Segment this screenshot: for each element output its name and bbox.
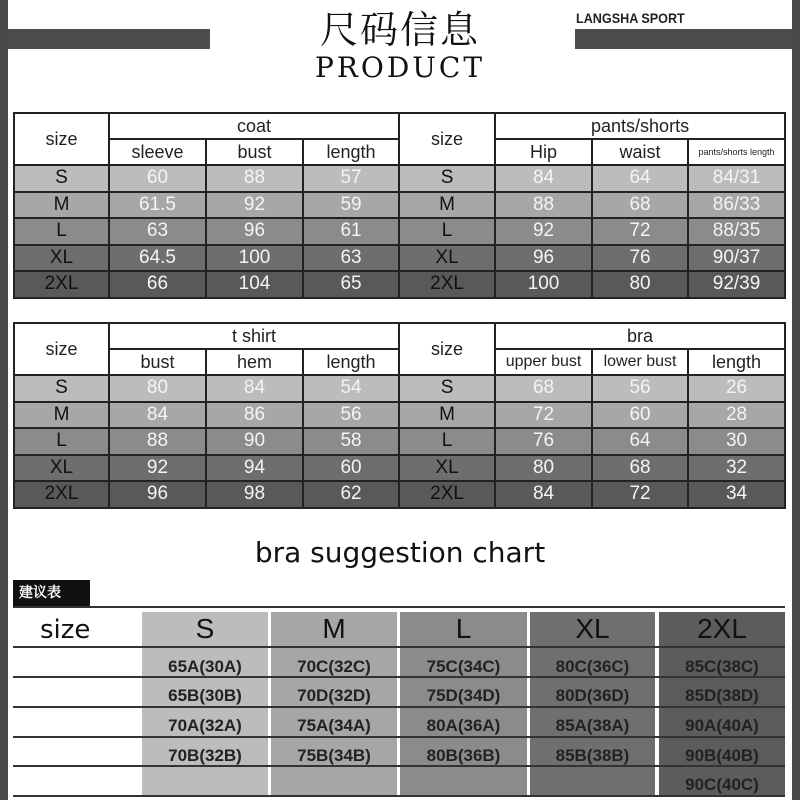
- decor-bar-right: [575, 29, 792, 49]
- cup-size-cell: 85A(38A): [555, 716, 630, 735]
- value-cell: 100: [206, 245, 303, 272]
- table-row: [14, 375, 785, 402]
- value-cell: 61.5: [109, 192, 206, 219]
- value-cell: 28: [688, 402, 785, 429]
- value-cell: 64: [592, 428, 688, 455]
- size-cell: XL: [399, 455, 495, 482]
- value-cell: 88: [495, 192, 592, 219]
- suggestion-column-2xl: [659, 612, 785, 795]
- value-cell: 94: [206, 455, 303, 482]
- size-cell: XL: [14, 245, 109, 272]
- value-cell: 32: [688, 455, 785, 482]
- suggestion-size: L: [455, 613, 472, 644]
- cup-size-cell: 70B(32B): [168, 746, 242, 765]
- suggestion-column-xl: [530, 612, 655, 795]
- value-cell: 92: [206, 192, 303, 219]
- value-cell: 54: [303, 375, 399, 402]
- size-cell: M: [399, 192, 495, 219]
- size-header: size: [14, 323, 109, 375]
- value-cell: 68: [592, 192, 688, 219]
- column-header: bust: [109, 349, 206, 375]
- size-cell: XL: [14, 455, 109, 482]
- table-row: [14, 428, 785, 455]
- cup-size-cell: 75A(34A): [297, 716, 371, 735]
- value-cell: 84: [495, 165, 592, 192]
- size-cell: S: [14, 375, 109, 402]
- value-cell: 88: [206, 165, 303, 192]
- column-header: sleeve: [109, 139, 206, 165]
- frame-right: [792, 0, 800, 800]
- table-row: [14, 402, 785, 429]
- column-header: waist: [592, 139, 688, 165]
- cup-size-cell: 90C(40C): [685, 775, 759, 794]
- table-row: [14, 165, 785, 192]
- column-header: length: [688, 349, 785, 375]
- value-cell: 72: [592, 218, 688, 245]
- size-cell: S: [399, 165, 495, 192]
- value-cell: 58: [303, 428, 399, 455]
- value-cell: 60: [592, 402, 688, 429]
- cup-size-cell: 70A(32A): [168, 716, 242, 735]
- size-cell: M: [399, 402, 495, 429]
- value-cell: 88/35: [688, 218, 785, 245]
- table-row: [14, 245, 785, 272]
- suggestion-title: bra suggestion chart: [254, 536, 546, 569]
- group-header: bra: [495, 323, 785, 349]
- cup-size-cell: 85B(38B): [555, 746, 630, 765]
- column-header: hem: [206, 349, 303, 375]
- value-cell: 59: [303, 192, 399, 219]
- table-row: [14, 271, 785, 298]
- value-cell: 62: [303, 481, 399, 508]
- value-cell: 61: [303, 218, 399, 245]
- value-cell: 98: [206, 481, 303, 508]
- suggestion-size: M: [322, 613, 346, 644]
- cup-size-cell: 85C(38C): [685, 657, 759, 676]
- size-table-coat-pants: [13, 112, 786, 299]
- suggestion-column-s: [142, 612, 268, 795]
- cup-size-cell: 80B(36B): [426, 746, 501, 765]
- value-cell: 96: [206, 218, 303, 245]
- size-cell: S: [399, 375, 495, 402]
- value-cell: 68: [592, 455, 688, 482]
- size-cell: 2XL: [399, 271, 495, 298]
- value-cell: 56: [592, 375, 688, 402]
- suggestion-column-l: [400, 612, 527, 795]
- value-cell: 68: [495, 375, 592, 402]
- row-divider: [13, 676, 785, 678]
- value-cell: 80: [495, 455, 592, 482]
- size-cell: L: [14, 428, 109, 455]
- value-cell: 90/37: [688, 245, 785, 272]
- divider: [13, 606, 785, 608]
- cup-size-cell: 65A(30A): [168, 657, 242, 676]
- value-cell: 96: [495, 245, 592, 272]
- frame-left: [0, 0, 8, 800]
- value-cell: 65: [303, 271, 399, 298]
- cup-size-cell: 80C(36C): [555, 657, 630, 676]
- suggestion-size: XL: [575, 613, 610, 644]
- cup-size-cell: 90A(40A): [685, 716, 759, 735]
- row-divider: [13, 646, 785, 648]
- size-table-tshirt-bra: [13, 322, 786, 509]
- value-cell: 80: [592, 271, 688, 298]
- suggestion-column-m: [271, 612, 397, 795]
- value-cell: 86/33: [688, 192, 785, 219]
- value-cell: 60: [109, 165, 206, 192]
- value-cell: 80: [109, 375, 206, 402]
- size-cell: L: [14, 218, 109, 245]
- size-cell: 2XL: [14, 481, 109, 508]
- suggestion-size: 2XL: [697, 613, 747, 644]
- value-cell: 60: [303, 455, 399, 482]
- column-header: upper bust: [495, 349, 592, 375]
- value-cell: 76: [592, 245, 688, 272]
- column-header: Hip: [495, 139, 592, 165]
- size-cell: L: [399, 218, 495, 245]
- row-divider: [13, 706, 785, 708]
- row-divider: [13, 736, 785, 738]
- cup-size-cell: 75C(34C): [426, 657, 501, 676]
- value-cell: 57: [303, 165, 399, 192]
- size-header: size: [399, 323, 495, 375]
- value-cell: 34: [688, 481, 785, 508]
- cup-size-cell: 75B(34B): [297, 746, 371, 765]
- size-cell: S: [14, 165, 109, 192]
- group-header: coat: [109, 113, 399, 139]
- value-cell: 64: [592, 165, 688, 192]
- suggestion-label: 建议表: [13, 580, 90, 607]
- value-cell: 26: [688, 375, 785, 402]
- value-cell: 92: [495, 218, 592, 245]
- value-cell: 84: [109, 402, 206, 429]
- table-row: [14, 455, 785, 482]
- value-cell: 30: [688, 428, 785, 455]
- row-divider: [13, 765, 785, 767]
- value-cell: 92: [109, 455, 206, 482]
- table-row: [14, 218, 785, 245]
- value-cell: 90: [206, 428, 303, 455]
- size-cell: 2XL: [399, 481, 495, 508]
- suggestion-size: S: [195, 613, 215, 644]
- size-cell: 2XL: [14, 271, 109, 298]
- cup-size-cell: 80D(36D): [555, 686, 630, 705]
- value-cell: 86: [206, 402, 303, 429]
- size-header: size: [399, 113, 495, 165]
- group-header: pants/shorts: [495, 113, 785, 139]
- brand-logo: LANGSHA SPORT: [576, 10, 685, 26]
- title-product: PRODUCT: [314, 51, 486, 84]
- value-cell: 64.5: [109, 245, 206, 272]
- row-divider: [13, 795, 785, 797]
- group-header: t shirt: [109, 323, 399, 349]
- column-header: length: [303, 139, 399, 165]
- value-cell: 72: [495, 402, 592, 429]
- value-cell: 66: [109, 271, 206, 298]
- table-row: [14, 192, 785, 219]
- value-cell: 63: [303, 245, 399, 272]
- value-cell: 104: [206, 271, 303, 298]
- column-header: lower bust: [592, 349, 688, 375]
- value-cell: 84: [495, 481, 592, 508]
- size-cell: L: [399, 428, 495, 455]
- size-cell: M: [14, 192, 109, 219]
- value-cell: 72: [592, 481, 688, 508]
- size-header: size: [14, 113, 109, 165]
- cup-size-cell: 85D(38D): [685, 686, 759, 705]
- cup-size-cell: 65B(30B): [168, 686, 242, 705]
- value-cell: 76: [495, 428, 592, 455]
- cup-size-cell: 90B(40B): [685, 746, 759, 765]
- value-cell: 56: [303, 402, 399, 429]
- column-header: pants/shorts length: [688, 139, 785, 165]
- suggestion-size-header: size: [40, 615, 91, 645]
- column-header: length: [303, 349, 399, 375]
- value-cell: 63: [109, 218, 206, 245]
- cup-size-cell: 80A(36A): [426, 716, 501, 735]
- value-cell: 84/31: [688, 165, 785, 192]
- size-cell: M: [14, 402, 109, 429]
- column-header: bust: [206, 139, 303, 165]
- value-cell: 88: [109, 428, 206, 455]
- table-row: [14, 481, 785, 508]
- cup-size-cell: 70D(32D): [297, 686, 371, 705]
- cup-size-cell: 75D(34D): [426, 686, 501, 705]
- decor-bar-left: [8, 29, 210, 49]
- size-cell: XL: [399, 245, 495, 272]
- value-cell: 84: [206, 375, 303, 402]
- value-cell: 96: [109, 481, 206, 508]
- cup-size-cell: 70C(32C): [297, 657, 371, 676]
- title-chinese: 尺码信息: [319, 8, 480, 52]
- value-cell: 92/39: [688, 271, 785, 298]
- value-cell: 100: [495, 271, 592, 298]
